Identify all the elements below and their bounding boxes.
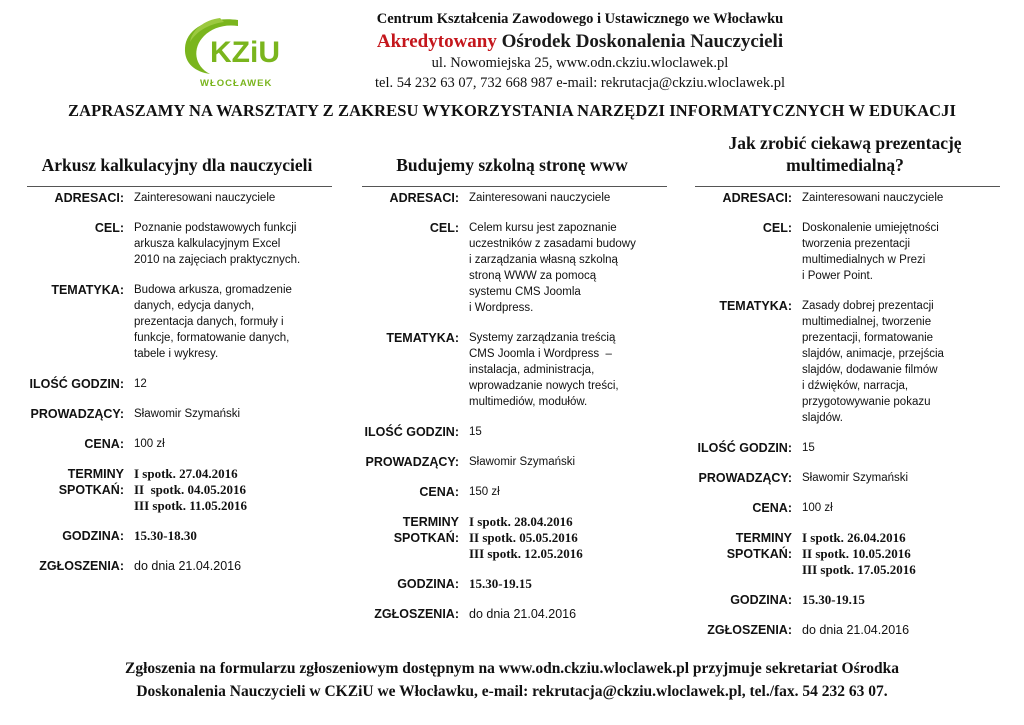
course-title-text — [728, 132, 961, 176]
label-line: SPOTKAŃ: — [726, 547, 792, 561]
text-line: wprowadzanie nowych treści, — [469, 380, 619, 392]
label-zgloszenia: ZGŁOSZENIA: — [707, 623, 792, 637]
row-prowadzacy — [690, 470, 1000, 486]
course-title — [357, 132, 667, 176]
value-godzina: 15.30-19.15 — [802, 592, 865, 607]
meeting-date: II spotk. 10.05.2016 — [802, 546, 911, 561]
text-line: slajdów, animacje, przejścia — [802, 348, 944, 360]
text-line: multimedialnej, tworzenie — [802, 316, 932, 328]
row-tematyka — [357, 330, 667, 410]
text-line: systemu CMS Joomla — [469, 286, 581, 298]
label-godzina: GODZINA: — [730, 593, 792, 607]
text-line: prezentacja danych, formuły i — [134, 316, 284, 328]
value-zgloszenia: do dnia 21.04.2016 — [134, 559, 242, 573]
text-line: funkcje, formatowanie danych, — [134, 332, 290, 344]
accredited-word: Akredytowany — [376, 31, 497, 52]
row-adresaci — [690, 190, 1000, 206]
course-title-text: Budujemy szkolną stronę www — [396, 155, 628, 175]
label-prowadzacy: PROWADZĄCY: — [365, 455, 459, 469]
row-terminy — [22, 466, 332, 514]
header-center-name: Ośrodek Doskonalenia Nauczycieli — [496, 31, 784, 52]
meeting-date: III spotk. 11.05.2016 — [134, 498, 248, 513]
label-adresaci: ADRESACI: — [722, 191, 792, 205]
meeting-date: I spotk. 27.04.2016 — [134, 466, 238, 481]
value-prowadzacy: Sławomir Szymański — [802, 472, 909, 484]
header-contact: tel. 54 232 63 07, 732 668 987 e-mail: rekrutacja@ckziu.wloclawek.pl — [375, 75, 785, 91]
title-line: multimedialną? — [786, 155, 904, 175]
text-line: Systemy zarządzania treścią — [469, 332, 616, 344]
row-tematyka — [690, 298, 1000, 426]
course-title — [22, 132, 332, 176]
row-cena — [690, 500, 1000, 516]
row-ilosc — [22, 376, 332, 392]
course-title — [690, 132, 1000, 176]
row-zgloszenia — [357, 606, 667, 622]
value-zgloszenia: do dnia 21.04.2016 — [802, 623, 910, 637]
header-accredited — [300, 31, 860, 53]
value-adresaci: Zainteresowani nauczyciele — [134, 192, 276, 204]
label-cena: CENA: — [84, 437, 124, 451]
row-adresaci — [357, 190, 667, 206]
row-adresaci — [22, 190, 332, 206]
row-ilosc — [690, 440, 1000, 456]
row-godzina — [690, 592, 1000, 608]
text-line: stroną WWW za pomocą — [469, 270, 597, 282]
label-zgloszenia: ZGŁOSZENIA: — [374, 607, 459, 621]
text-line: Poznanie podstawowych funkcji — [134, 222, 297, 234]
logo-text: KZiU — [210, 36, 280, 69]
text-line: multimediów, modułów. — [469, 396, 588, 408]
value-tematyka — [802, 298, 992, 426]
value-godzina: 15.30-19.15 — [469, 576, 532, 591]
value-cel — [469, 220, 659, 316]
label-line: TERMINY — [67, 467, 124, 481]
label-ilosc-godzin: ILOŚĆ GODZIN: — [364, 425, 459, 439]
value-adresaci: Zainteresowani nauczyciele — [469, 192, 611, 204]
text-line: Zasady dobrej prezentacji — [802, 300, 934, 312]
value-godzina: 15.30-18.30 — [134, 528, 197, 543]
value-terminy — [469, 514, 659, 562]
label-adresaci: ADRESACI: — [389, 191, 459, 205]
label-terminy — [690, 530, 802, 578]
row-tematyka — [22, 282, 332, 362]
row-cel — [357, 220, 667, 316]
label-zgloszenia: ZGŁOSZENIA: — [39, 559, 124, 573]
invitation-banner: ZAPRASZAMY NA WARSZTATY Z ZAKRESU WYKORZYSTANIA NARZĘDZI INFORMATYCZNYCH W EDUKACJI — [68, 101, 956, 120]
value-prowadzacy: Sławomir Szymański — [134, 408, 241, 420]
row-terminy — [357, 514, 667, 562]
value-terminy — [134, 466, 324, 514]
course-column-presentation — [690, 132, 1000, 638]
row-cena — [22, 436, 332, 452]
header-address: ul. Nowomiejska 25, www.odn.ckziu.wloclawek.pl — [431, 55, 729, 71]
title-line: Jak zrobić ciekawą prezentację — [728, 133, 962, 153]
text-line: przygotowywanie pokazu — [802, 396, 931, 408]
label-cel: CEL: — [94, 221, 124, 235]
label-line: SPOTKAŃ: — [393, 531, 459, 545]
label-cel: CEL: — [429, 221, 459, 235]
value-terminy — [802, 530, 992, 578]
label-tematyka: TEMATYKA: — [51, 283, 124, 297]
label-prowadzacy: PROWADZĄCY: — [30, 407, 124, 421]
course-column-website — [357, 132, 667, 622]
meeting-date: I spotk. 28.04.2016 — [469, 514, 573, 529]
text-line: uczestników z zasadami budowy — [469, 238, 636, 250]
row-godzina — [22, 528, 332, 544]
row-terminy — [690, 530, 1000, 578]
label-terminy — [357, 514, 469, 562]
row-cena — [357, 484, 667, 500]
text-line: i dźwięków, narracja, — [802, 380, 909, 392]
row-cel — [690, 220, 1000, 284]
text-line: arkusza kalkulacyjnym Excel — [134, 238, 281, 250]
row-prowadzacy — [22, 406, 332, 422]
text-line: CMS Joomla i Wordpress – — [469, 348, 612, 360]
course-column-spreadsheet — [22, 132, 332, 574]
registration-footer — [0, 657, 1024, 703]
row-zgloszenia — [22, 558, 332, 574]
divider — [362, 186, 667, 187]
value-adresaci: Zainteresowani nauczyciele — [802, 192, 944, 204]
text-line: tworzenia prezentacji — [802, 238, 911, 250]
label-cena: CENA: — [419, 485, 459, 499]
row-prowadzacy — [357, 454, 667, 470]
text-line: prezentacji, formatowanie — [802, 332, 934, 344]
text-line: i Power Point. — [802, 270, 873, 282]
row-zgloszenia — [690, 622, 1000, 638]
text-line: multimedialnych w Prezi — [802, 254, 926, 266]
footer-line: Zgłoszenia na formularzu zgłoszeniowym dostępnym na www.odn.ckziu.wloclawek.pl przyjmuje sekretariat Ośrodka — [125, 660, 899, 677]
value-ilosc-godzin: 15 — [802, 442, 815, 454]
ckziu-logo — [180, 14, 290, 92]
divider — [27, 186, 332, 187]
meeting-date: III spotk. 17.05.2016 — [802, 562, 916, 577]
label-line: TERMINY — [735, 531, 792, 545]
text-line: Celem kursu jest zapoznanie — [469, 222, 617, 234]
footer-line: Doskonalenia Nauczycieli w CKZiU we Włocławku, e-mail: rekrutacja@ckziu.wloclawek.pl, tel./fax. 54 232 63 07. — [136, 683, 888, 700]
value-prowadzacy: Sławomir Szymański — [469, 456, 576, 468]
course-title-text: Arkusz kalkulacyjny dla nauczycieli — [41, 155, 313, 175]
text-line: i Wordpress. — [469, 302, 534, 314]
label-line: SPOTKAŃ: — [58, 483, 124, 497]
header-institution: Centrum Kształcenia Zawodowego i Ustawicznego we Włocławku — [376, 11, 784, 27]
label-tematyka: TEMATYKA: — [386, 331, 459, 345]
label-cena: CENA: — [752, 501, 792, 515]
meeting-date: II spotk. 04.05.2016 — [134, 482, 246, 497]
text-line: instalacja, administracja, — [469, 364, 595, 376]
meeting-date: II spotk. 05.05.2016 — [469, 530, 578, 545]
label-godzina: GODZINA: — [62, 529, 124, 543]
text-line: danych, edycja danych, — [134, 300, 255, 312]
value-cel — [134, 220, 324, 268]
label-ilosc-godzin: ILOŚĆ GODZIN: — [29, 377, 124, 391]
text-line: Budowa arkusza, gromadzenie — [134, 284, 292, 296]
divider — [695, 186, 1000, 187]
meeting-date: I spotk. 26.04.2016 — [802, 530, 906, 545]
value-cena: 100 zł — [134, 438, 165, 450]
value-ilosc-godzin: 15 — [469, 426, 482, 438]
label-ilosc-godzin: ILOŚĆ GODZIN: — [697, 441, 792, 455]
label-godzina: GODZINA: — [397, 577, 459, 591]
text-line: tabele i wykresy. — [134, 348, 219, 360]
row-ilosc — [357, 424, 667, 440]
label-tematyka: TEMATYKA: — [719, 299, 792, 313]
meeting-date: III spotk. 12.05.2016 — [469, 546, 583, 561]
label-prowadzacy: PROWADZĄCY: — [698, 471, 792, 485]
row-godzina — [357, 576, 667, 592]
label-adresaci: ADRESACI: — [54, 191, 124, 205]
text-line: i zarządzania własną szkolną — [469, 254, 618, 266]
value-ilosc-godzin: 12 — [134, 378, 147, 390]
label-line: TERMINY — [402, 515, 459, 529]
label-cel: CEL: — [762, 221, 792, 235]
value-tematyka — [134, 282, 324, 362]
value-cel — [802, 220, 992, 284]
row-cel — [22, 220, 332, 268]
logo-city: WŁOCŁAWEK — [200, 78, 273, 89]
value-cena: 150 zł — [469, 486, 500, 498]
text-line: slajdów, dodawanie filmów — [802, 364, 938, 376]
value-zgloszenia: do dnia 21.04.2016 — [469, 607, 577, 621]
value-cena: 100 zł — [802, 502, 833, 514]
text-line: Doskonalenie umiejętności — [802, 222, 939, 234]
text-line: 2010 na zajęciach praktycznych. — [134, 254, 301, 266]
text-line: slajdów. — [802, 412, 843, 424]
label-terminy — [22, 466, 134, 514]
value-tematyka — [469, 330, 659, 410]
